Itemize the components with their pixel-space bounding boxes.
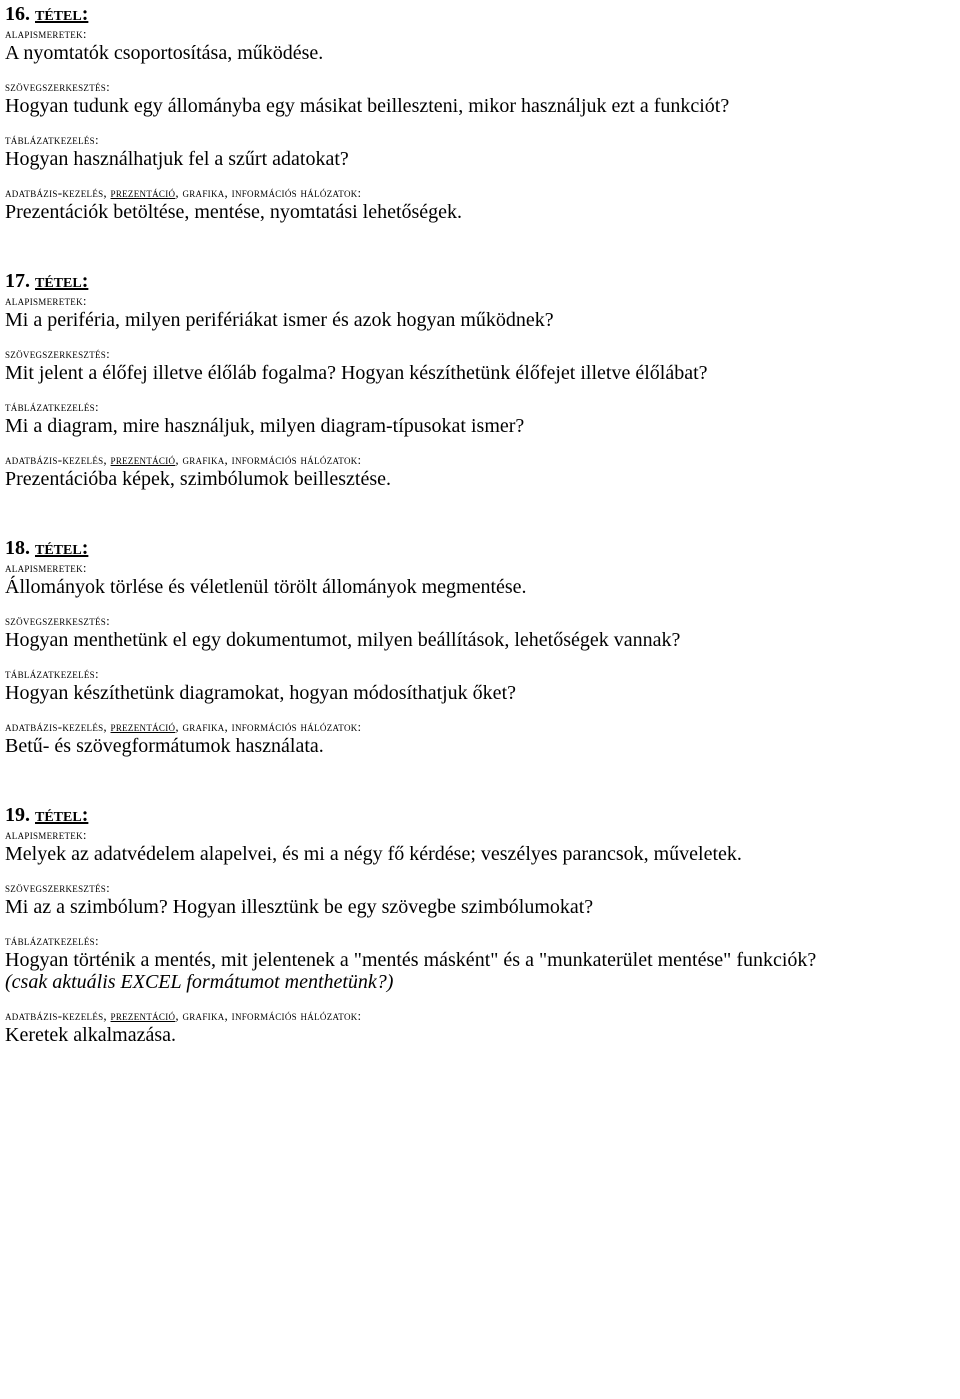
tetel-heading xyxy=(5,801,960,827)
tablazatkezeles-text-note: (csak aktuális EXCEL formátumot menthetünk?) xyxy=(5,971,394,993)
tetel-heading xyxy=(5,0,960,26)
alapismeretek-label: alapismeretek: xyxy=(5,560,87,575)
adatbazis-text: Betű- és szövegformátumok használata. xyxy=(5,735,324,757)
szovegszerkesztes-label: szövegszerkesztés: xyxy=(5,613,111,628)
szovegszerkesztes-label: szövegszerkesztés: xyxy=(5,346,111,361)
alapismeretek-label: alapismeretek: xyxy=(5,293,87,308)
tetel-number: 18. xyxy=(5,537,30,559)
adatbazis-text: Prezentációk betöltése, mentése, nyomtatási lehetőségek. xyxy=(5,201,463,223)
alapismeretek-text: A nyomtatók csoportosítása, működése. xyxy=(5,42,324,64)
tablazatkezeles-text: Hogyan történik a mentés, mit jelentenek a "mentés másként" és a "munkaterület mentése" funkciók? xyxy=(5,949,817,971)
alapismeretek-text: Mi a periféria, milyen perifériákat ismer és azok hogyan működnek? xyxy=(5,309,554,331)
adatbazis-label: adatbázis-kezelés, prezentáció, grafika, információs hálózatok: xyxy=(5,452,362,467)
szovegszerkesztes-label: szövegszerkesztés: xyxy=(5,79,111,94)
adatbazis-label: adatbázis-kezelés, prezentáció, grafika, információs hálózatok: xyxy=(5,185,362,200)
alapismeretek-label: alapismeretek: xyxy=(5,26,87,41)
tablazatkezeles-text: Hogyan használhatjuk fel a szűrt adatokat? xyxy=(5,148,349,170)
tablazatkezeles-label: táblázatkezelés: xyxy=(5,933,99,948)
tablazatkezeles-label: táblázatkezelés: xyxy=(5,666,99,681)
document-page xyxy=(5,0,960,1046)
alapismeretek-label: alapismeretek: xyxy=(5,827,87,842)
tetel-word: tétel: xyxy=(35,537,89,559)
tetel-18 xyxy=(5,534,960,757)
tetel-heading xyxy=(5,534,960,560)
tetel-17 xyxy=(5,267,960,490)
tablazatkezeles-text: Mi a diagram, mire használjuk, milyen diagram-típusokat ismer? xyxy=(5,415,525,437)
szovegszerkesztes-text: Mit jelent a élőfej illetve élőláb fogalma? Hogyan készíthetünk élőfejet illetve élőlábat? xyxy=(5,362,708,384)
adatbazis-label: adatbázis-kezelés, prezentáció, grafika, információs hálózatok: xyxy=(5,1008,362,1023)
tetel-number: 16. xyxy=(5,3,30,25)
alapismeretek-text: Melyek az adatvédelem alapelvei, és mi a négy fő kérdése; veszélyes parancsok, műveletek. xyxy=(5,843,742,865)
adatbazis-label: adatbázis-kezelés, prezentáció, grafika, információs hálózatok: xyxy=(5,719,362,734)
szovegszerkesztes-text: Hogyan tudunk egy állományba egy másikat beilleszteni, mikor használjuk ezt a funkciót? xyxy=(5,95,730,117)
tablazatkezeles-label: táblázatkezelés: xyxy=(5,399,99,414)
adatbazis-text: Keretek alkalmazása. xyxy=(5,1024,177,1046)
tetel-number: 19. xyxy=(5,804,30,826)
szovegszerkesztes-text: Hogyan menthetünk el egy dokumentumot, milyen beállítások, lehetőségek vannak? xyxy=(5,629,681,651)
tetel-heading xyxy=(5,267,960,293)
tetel-19 xyxy=(5,801,960,1046)
tetel-word: tétel: xyxy=(35,3,89,25)
tetel-number: 17. xyxy=(5,270,30,292)
adatbazis-text: Prezentációba képek, szimbólumok beillesztése. xyxy=(5,468,391,490)
tetel-word: tétel: xyxy=(35,804,89,826)
szovegszerkesztes-text: Mi az a szimbólum? Hogyan illesztünk be egy szövegbe szimbólumokat? xyxy=(5,896,594,918)
tetel-16 xyxy=(5,0,960,223)
tablazatkezeles-label: táblázatkezelés: xyxy=(5,132,99,147)
szovegszerkesztes-label: szövegszerkesztés: xyxy=(5,880,111,895)
tetel-word: tétel: xyxy=(35,270,89,292)
tablazatkezeles-text: Hogyan készíthetünk diagramokat, hogyan módosíthatjuk őket? xyxy=(5,682,516,704)
alapismeretek-text: Állományok törlése és véletlenül törölt állományok megmentése. xyxy=(5,576,527,598)
